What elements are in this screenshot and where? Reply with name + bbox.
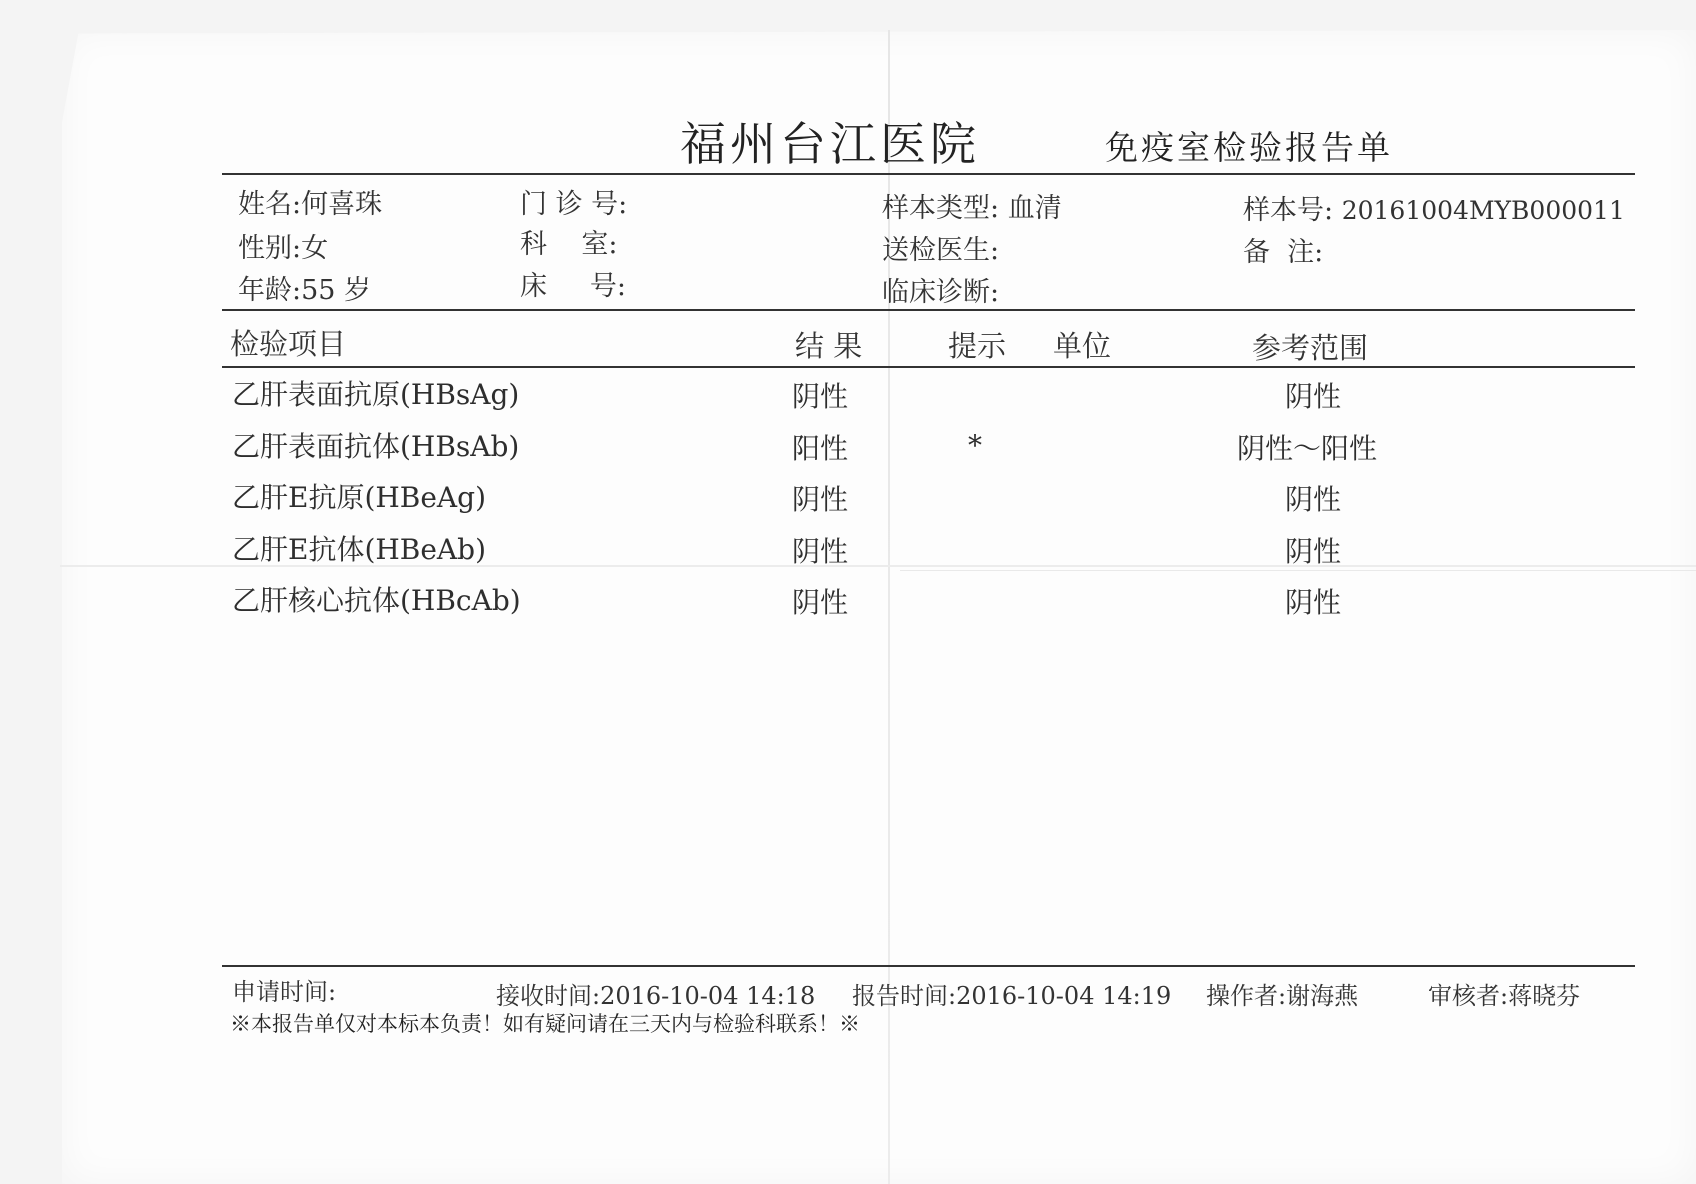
patient-sex: 性别:女	[238, 233, 329, 264]
test-result: 阴性	[792, 535, 849, 568]
test-item: 乙肝表面抗体(HBsAb)	[232, 430, 520, 463]
test-result: 阳性	[792, 432, 849, 465]
col-reference-range: 参考范围	[1252, 331, 1369, 365]
paper-fold	[900, 570, 1696, 571]
reference-range: 阴性	[1285, 483, 1342, 516]
disclaimer-note: ※本报告单仅对本标本负责！如有疑问请在三天内与检验科联系！※	[230, 1012, 860, 1036]
outpatient-no-label: 门 诊 号:	[520, 189, 628, 220]
col-hint: 提示	[948, 329, 1007, 363]
test-item: 乙肝E抗体(HBeAb)	[232, 533, 486, 566]
reference-range: 阴性～阳性	[1237, 432, 1378, 465]
test-result: 阴性	[792, 380, 849, 413]
remark-label: 备 注:	[1243, 237, 1324, 268]
department-label: 科 室:	[520, 229, 618, 260]
col-unit: 单位	[1053, 329, 1112, 363]
hospital-name: 福州台江医院	[680, 117, 980, 171]
request-time-label: 申请时间:	[232, 978, 337, 1006]
clinical-diagnosis-label: 临床诊断:	[882, 277, 1000, 308]
reference-range: 阴性	[1285, 535, 1342, 568]
patient-age: 年龄:55 岁	[238, 275, 372, 306]
report-time: 报告时间:2016-10-04 14:19	[852, 982, 1172, 1010]
reference-range: 阴性	[1285, 380, 1342, 413]
test-result: 阴性	[792, 483, 849, 516]
report-title: 免疫室检验报告单	[1105, 128, 1393, 167]
info-rule	[222, 309, 1635, 311]
referring-doctor-label: 送检医生:	[882, 235, 1000, 266]
receive-time: 接收时间:2016-10-04 14:18	[496, 982, 816, 1010]
table-head-rule	[222, 366, 1635, 368]
header-rule	[222, 173, 1635, 175]
bed-no-label: 床 号:	[520, 271, 627, 302]
sample-number: 样本号: 20161004MYB000011	[1243, 195, 1625, 226]
test-item: 乙肝E抗原(HBeAg)	[232, 481, 486, 514]
col-result: 结 果	[795, 329, 863, 363]
reviewer: 审核者:蒋晓芬	[1428, 982, 1581, 1010]
operator: 操作者:谢海燕	[1206, 982, 1359, 1010]
sample-type: 样本类型: 血清	[882, 193, 1062, 224]
reference-range: 阴性	[1285, 586, 1342, 619]
col-test-item: 检验项目	[230, 327, 347, 361]
test-result: 阴性	[792, 586, 849, 619]
hint-marker: *	[968, 429, 982, 462]
test-item: 乙肝核心抗体(HBcAb)	[232, 584, 521, 617]
footer-rule	[222, 965, 1635, 967]
test-item: 乙肝表面抗原(HBsAg)	[232, 378, 520, 411]
patient-name: 姓名:何喜珠	[238, 189, 383, 220]
